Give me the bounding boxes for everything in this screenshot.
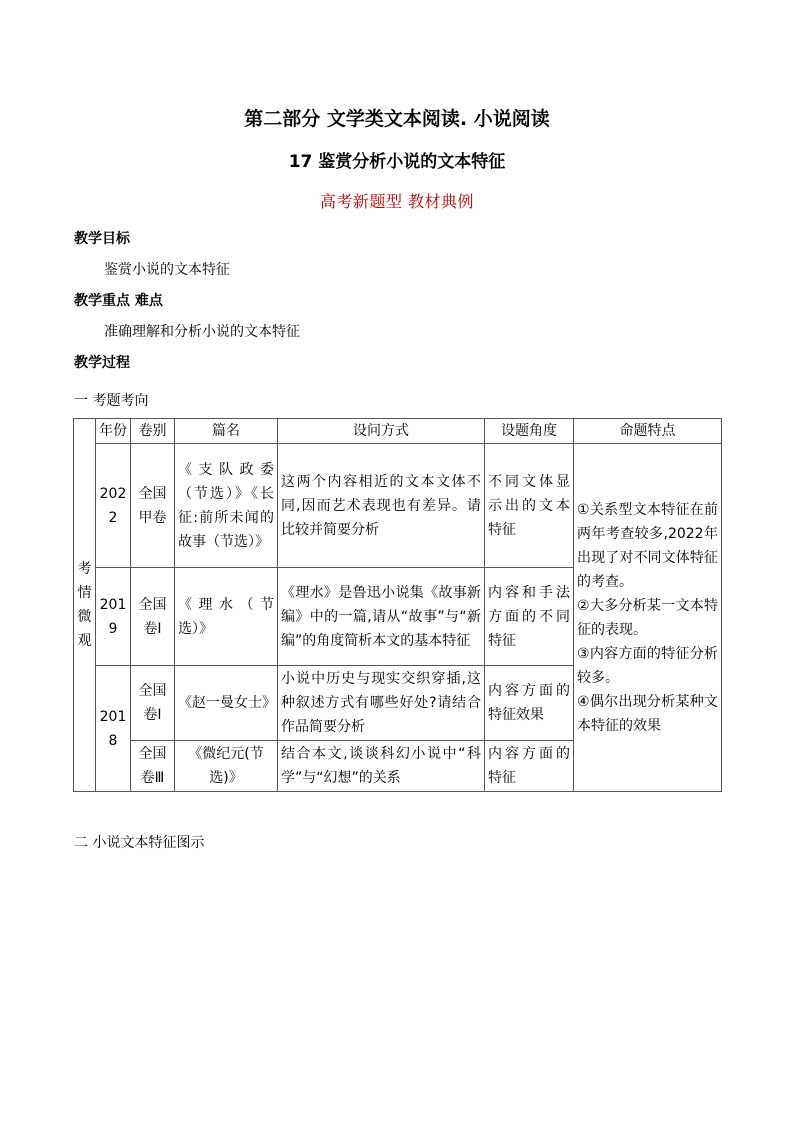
section-heading-diagram: 二 小说文本特征图示	[74, 835, 205, 851]
cell-question: 这两个内容相近的文本文体不同,因而艺术表现也有差异。请比较并简要分析	[278, 444, 485, 568]
cell-year: 2022	[96, 444, 131, 568]
cell-paper: 全国卷Ⅰ	[131, 666, 175, 741]
cell-paper: 全国卷Ⅲ	[131, 741, 175, 792]
feature-item: ④偶尔出现分析某种文本特征的效果	[577, 693, 718, 734]
focus-text: 准确理解和分析小说的文本特征	[104, 324, 300, 340]
table-header-row	[74, 419, 722, 444]
table-row	[74, 444, 722, 568]
feature-item: ②大多分析某一文本特征的表现。	[577, 597, 718, 638]
section-heading-exam: 一 考题考向	[74, 393, 149, 409]
cell-year: 2018	[96, 666, 131, 792]
goal-text: 鉴赏小说的文本特征	[104, 262, 230, 278]
subtitle: 高考新题型 教材典例	[319, 192, 475, 211]
cell-title: 《赵一曼女士》	[175, 666, 278, 741]
process-heading: 教学过程	[74, 355, 130, 371]
cell-paper: 全国卷Ⅰ	[131, 568, 175, 666]
header-title: 篇名	[175, 419, 278, 444]
focus-heading: 教学重点 难点	[74, 293, 163, 309]
cell-angle: 内容方面的特征	[485, 741, 574, 792]
cell-paper: 全国甲卷	[131, 444, 175, 568]
lesson-title: 17 鉴赏分析小说的文本特征	[288, 152, 506, 172]
header-features: 命题特点	[574, 419, 722, 444]
cell-question: 《理水》是鲁迅小说集《故事新编》中的一篇,请从“故事”与“新编”的角度简析本文的基本特征	[278, 568, 485, 666]
cell-angle: 内容方面的特征效果	[485, 666, 574, 741]
goal-heading: 教学目标	[74, 231, 130, 247]
cell-features	[574, 444, 722, 792]
part-title: 第二部分 文学类文本阅读. 小说阅读	[244, 108, 550, 130]
cell-title: 《理水（节选）》	[175, 568, 278, 666]
header-year: 年份	[96, 419, 131, 444]
header-angle: 设题角度	[485, 419, 574, 444]
cell-question: 小说中历史与现实交织穿插,这种叙述方式有哪些好处?请结合作品简要分析	[278, 666, 485, 741]
header-question: 设问方式	[278, 419, 485, 444]
feature-item: ③内容方面的特征分析较多。	[577, 645, 718, 686]
cell-angle: 内容和手法方面的不同特征	[485, 568, 574, 666]
exam-table	[73, 418, 722, 792]
cell-title: 《支队政委（节选）》《长征:前所未闻的故事（节选）》	[175, 444, 278, 568]
side-label: 考 情 微 观	[74, 419, 96, 792]
feature-item: ①关系型文本特征在前两年考查较多,2022年出现了对不同文体特征的考查。	[577, 501, 718, 590]
cell-year: 2019	[96, 568, 131, 666]
cell-question: 结合本文,谈谈科幻小说中“科学”与“幻想”的关系	[278, 741, 485, 792]
cell-angle: 不同文体显示出的文本特征	[485, 444, 574, 568]
cell-title: 《微纪元(节选)》	[175, 741, 278, 792]
header-paper: 卷别	[131, 419, 175, 444]
